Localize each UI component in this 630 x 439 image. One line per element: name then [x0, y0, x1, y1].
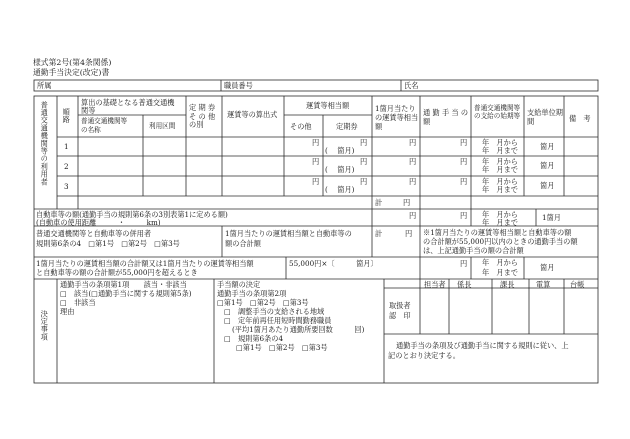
excess-line1: 1箇月当たりの運賃相当額の合計額又は1箇月当たりの運賃等相当額: [36, 259, 254, 268]
form-number: 様式第2号(第4条関係): [33, 58, 112, 67]
pass-months-3: ( 箇月): [325, 185, 355, 194]
total-yen: 円: [403, 198, 411, 207]
car-end: 年 月まで: [482, 218, 518, 227]
combined-line1: 普通交通機関等と自動車等の併用者: [36, 229, 152, 238]
handler-label-2: 認 印: [389, 311, 411, 320]
clause2-title: 手当額の決定: [217, 280, 261, 289]
clause1-not-applicable: □ 非該当: [60, 298, 96, 307]
end-2: 年 月まで: [482, 165, 518, 174]
excess-formula: 55,000円×〔 箇月〕: [289, 259, 378, 268]
pay-unit-header: 支給単位期間: [527, 108, 563, 126]
monthly-yen-2: 円: [409, 157, 417, 166]
pass-yen-1: 円: [360, 138, 368, 147]
monthly-fare-header: 1箇月当たりの運賃等相当額: [375, 104, 419, 131]
excess-unit: 箇月: [540, 263, 555, 272]
monthly-yen-1: 円: [409, 138, 417, 147]
agency-name-header-2: の名称: [81, 126, 101, 134]
car-amount-line1: 自動車等の額(通勤手当の規則第6条の3別表第1に定める額): [36, 210, 228, 219]
combined-note-2: の合計額が55,000円以内のときの通勤手当の額: [423, 237, 578, 246]
combined-note-1: ※1箇月当たりの運賃等相当額と自動車等の額: [423, 228, 572, 237]
remarks-header: 備 考: [569, 114, 591, 123]
fare-equiv-header: 運賃等相当額: [306, 101, 350, 110]
route-no-3: 3: [64, 182, 69, 191]
rule-6-4: □ 規則第6条の4: [224, 334, 284, 343]
approval-chief: 係長: [457, 280, 472, 289]
clause1-reason: 理由: [60, 307, 75, 316]
other-header: その他: [290, 122, 312, 131]
fare-calc-header: 運賃等の算出式: [227, 110, 278, 119]
unit-3: 箇月: [540, 181, 555, 190]
approval-staff: 担当者: [424, 280, 446, 289]
allowance-yen-1: 円: [460, 138, 468, 147]
excess-yen: 円: [460, 259, 468, 268]
decision-label: 決定事項: [40, 310, 50, 341]
clause1-applicable: □ 該当(□通勤手当に関する規則第5条): [60, 289, 192, 298]
basis-header-1: 算出の基礎となる普通交通機: [81, 98, 175, 107]
pass-yen-3: 円: [360, 177, 368, 186]
start-1: 年 月から: [482, 138, 518, 147]
clause1-title: 通勤手当の条項第1項 該当・非該当: [60, 280, 187, 289]
car-monthly-yen: 円: [409, 211, 417, 220]
start-3: 年 月から: [482, 177, 518, 186]
clause2-sub: 通勤手当の条項第2項: [217, 289, 287, 298]
transit-users-label: 普通交通機関等の利用者: [40, 101, 50, 186]
combined-sum-label-2: 額の合計額: [225, 239, 261, 248]
pay-period-header: 普通交通機関等の支給の始期等: [474, 104, 521, 121]
excess-line2: と自動車等の額の合計額が55,000円を超えるとき: [36, 268, 198, 277]
combined-yen: 円: [405, 229, 413, 238]
unit-2: 箇月: [540, 161, 555, 170]
commuter-pass-header: 定期券: [336, 122, 358, 131]
total-label: 計: [375, 198, 383, 207]
excess-start: 年 月から: [482, 258, 518, 267]
car-amount-line2: (自動車の使用距離 ・ km): [36, 218, 161, 227]
clause2-options: □第1号 □第2号 □第3号: [217, 298, 309, 307]
name-label: 氏名: [404, 81, 419, 90]
route-no-2: 2: [64, 162, 69, 171]
staff-number-label: 職員番号: [224, 81, 253, 90]
combined-total-label: 計: [375, 229, 383, 238]
approval-ledger: 台帳: [570, 280, 585, 289]
pass-months-2: ( 箇月): [325, 165, 355, 174]
handler-label-1: 取扱者: [389, 301, 411, 310]
car-unit: 1箇月: [542, 213, 561, 222]
form-title: 通勤手当決定(改定)書: [33, 68, 110, 77]
combined-line2: 規則第6条の4 □第1号 □第2号 □第3号: [36, 239, 180, 248]
reappointed-staff: □ 定年前再任用短時間勤務職員: [224, 316, 332, 325]
commuter-type-header: 定 期 券 そ の 他 の別: [189, 103, 216, 130]
department-label: 所属: [37, 81, 52, 90]
other-yen-1: 円: [312, 138, 320, 147]
car-allowance-yen: 円: [460, 211, 468, 220]
approval-computer: 電算: [536, 280, 551, 289]
end-1: 年 月まで: [482, 146, 518, 155]
allowance-yen-2: 円: [460, 157, 468, 166]
allowance-header: 通 勤 手 当 の 額: [423, 108, 469, 126]
pass-yen-2: 円: [360, 157, 368, 166]
basis-header-2: 関等: [81, 106, 96, 115]
car-start: 年 月から: [482, 210, 518, 219]
pass-months-1: ( 箇月): [325, 146, 355, 155]
monthly-yen-3: 円: [409, 177, 417, 186]
approval-manager: 課長: [500, 280, 515, 289]
adjustment-area: □ 調整手当の支給される地域: [224, 307, 325, 316]
route-no-1: 1: [64, 142, 69, 151]
commute-count: (平均1箇月あたり通勤所要回数 回): [232, 325, 365, 334]
combined-sum-label-1: 1箇月当たりの運賃相当額と自動車等の: [225, 229, 352, 238]
closing-line2: 記のとおり決定する。: [388, 351, 460, 360]
other-yen-2: 円: [312, 157, 320, 166]
agency-name-header-1: 普通交通機関等: [81, 117, 128, 125]
excess-end: 年 月まで: [482, 268, 518, 277]
route-no-header: 順路: [62, 108, 72, 124]
usage-section-header: 利用区間: [149, 122, 176, 130]
combined-note-3: は、上記通勤手当の額の合計額: [423, 246, 524, 255]
end-3: 年 月まで: [482, 185, 518, 194]
allowance-yen-3: 円: [460, 177, 468, 186]
unit-1: 箇月: [540, 142, 555, 151]
closing-line1: 通勤手当の条項及び通勤手当に関する規則に従い、上: [396, 341, 569, 350]
other-yen-3: 円: [312, 177, 320, 186]
rule-6-4-options: □第1号 □第2号 □第3号: [236, 343, 328, 352]
start-2: 年 月から: [482, 157, 518, 166]
